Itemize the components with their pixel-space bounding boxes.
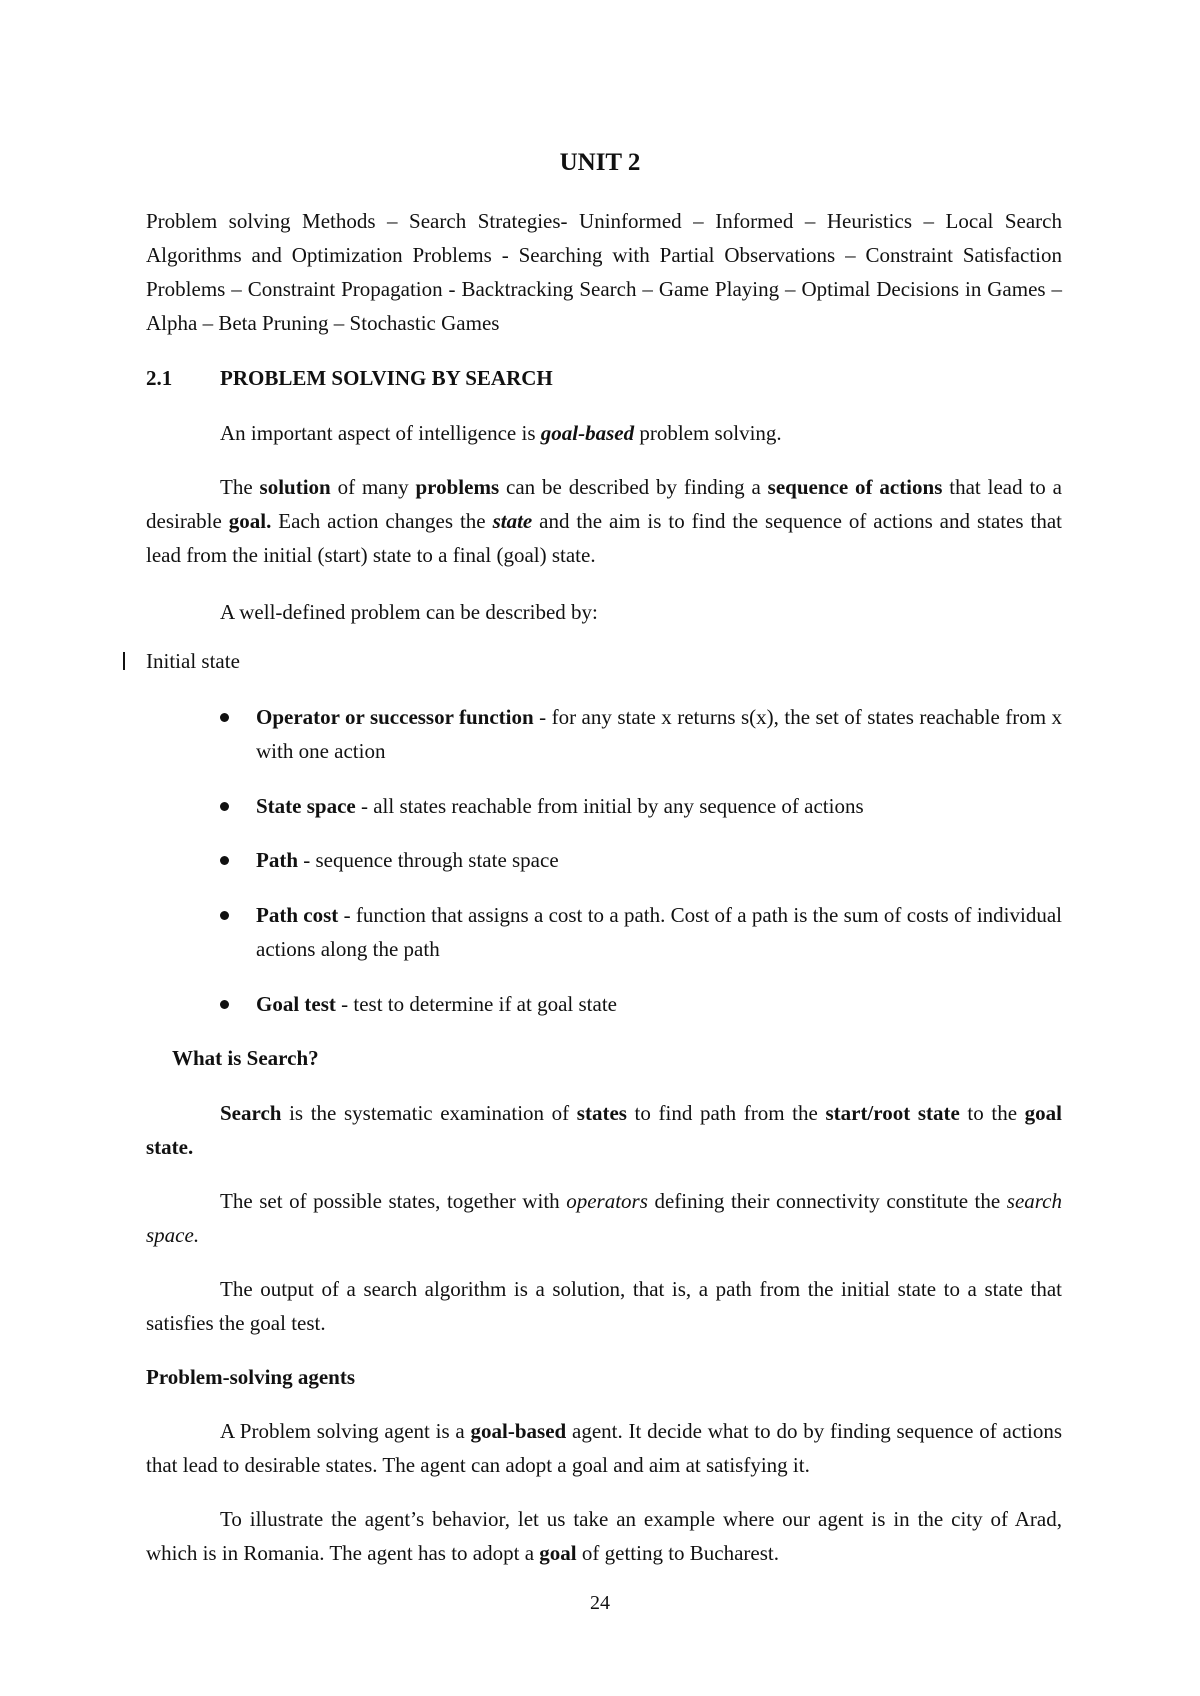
- page-number: 24: [590, 1592, 610, 1614]
- list-item: [220, 700, 1062, 768]
- bullet-desc: - test to determine if at goal state: [335, 992, 617, 1016]
- bullet-icon: [220, 856, 229, 865]
- solution-paragraph: [146, 470, 1062, 572]
- bullet-term: Path: [256, 848, 298, 872]
- text-run: and the aim is to find the sequence of actions and states that lead from the initial (start) state to a final (goal) state.: [146, 509, 1063, 567]
- bullet-desc: - all states reachable from initial by any sequence of actions: [355, 794, 864, 818]
- bold-run: goal: [539, 1541, 577, 1565]
- bold-run: problems: [415, 475, 500, 499]
- output-paragraph: The output of a search algorithm is a solution, that is, a path from the initial state to a state that satisfies the goal test.: [146, 1277, 1062, 1335]
- text-run: A Problem solving agent is a: [220, 1419, 471, 1443]
- topics-paragraph: Problem solving Methods – Search Strategies- Uninformed – Informed – Heuristics – Local Search Algorithms and Optimization Problems - Searching with Partial Observations – Constraint Satisfaction Problems – Constraint Propagation - Backtracking Search – Game Playing – Optimal Decisions in Games – Alpha – Beta Pruning – Stochastic Games: [146, 209, 1062, 335]
- initial-state-line: Initial state: [146, 649, 240, 673]
- search-space-paragraph: [146, 1184, 1062, 1252]
- list-item: [220, 987, 1062, 1021]
- bullet-icon: [220, 1000, 229, 1009]
- illustrate-paragraph: [146, 1502, 1062, 1570]
- agents-heading: Problem-solving agents: [146, 1365, 356, 1389]
- what-is-search-heading: What is Search?: [172, 1046, 319, 1070]
- list-item: [220, 789, 1062, 823]
- text-run: defining their connectivity constitute the: [647, 1189, 1007, 1213]
- text-run: is the systematic examination of: [281, 1101, 577, 1125]
- intro-text: An important aspect of intelligence is: [220, 421, 541, 445]
- bold-run: goal-based: [470, 1419, 567, 1443]
- text-run: Each action changes the: [271, 509, 493, 533]
- bold-run: solution: [259, 475, 331, 499]
- bold-run: goal.: [228, 509, 272, 533]
- section-number: 2.1: [146, 366, 173, 390]
- intro-emphasis: goal-based: [540, 421, 635, 445]
- margin-marker: [123, 652, 125, 670]
- bold-run: Search: [220, 1101, 282, 1125]
- italic-run: search space.: [146, 1189, 1062, 1247]
- text-run: can be described by finding a: [499, 475, 768, 499]
- bullet-desc: - for any state x returns s(x), the set of states reachable from x with one action: [256, 705, 1062, 763]
- agent-paragraph: [146, 1414, 1062, 1482]
- bold-italic-run: state: [492, 509, 533, 533]
- bullet-desc: - function that assigns a cost to a path. Cost of a path is the sum of costs of individual actions along the path: [256, 903, 1062, 961]
- text-run: To illustrate the agent’s behavior, let us take an example where our agent is in the city of Arad, which is in Romania. The agent has to adopt a: [146, 1507, 1062, 1565]
- section-title: PROBLEM SOLVING BY SEARCH: [220, 366, 553, 390]
- text-run: The set of possible states, together with: [220, 1189, 567, 1213]
- text-run: of many: [330, 475, 416, 499]
- italic-run: operators: [566, 1189, 648, 1213]
- well-defined-line: A well-defined problem can be described by:: [220, 600, 598, 624]
- bullet-term: Path cost: [256, 903, 339, 927]
- list-item: [220, 843, 1062, 877]
- intro-text-end: problem solving.: [634, 421, 782, 445]
- text-run: that lead to a desirable: [146, 475, 1062, 533]
- bold-run: start/root state: [825, 1101, 960, 1125]
- unit-title: UNIT 2: [559, 149, 641, 176]
- bullet-icon: [220, 802, 229, 811]
- search-definition-paragraph: [146, 1096, 1062, 1164]
- bold-run: sequence of actions: [767, 475, 943, 499]
- text-run: of getting to Bucharest.: [576, 1541, 779, 1565]
- section-heading: [146, 361, 553, 395]
- text-run: The: [220, 475, 253, 499]
- text-run: agent. It decide what to do by finding sequence of actions that lead to desirable states. The agent can adopt a goal and aim at satisfying it.: [146, 1419, 1062, 1477]
- bullet-icon: [220, 911, 229, 920]
- list-item: [220, 898, 1062, 966]
- bullet-term: Operator or successor function: [256, 705, 534, 729]
- text-run: to the: [959, 1101, 1025, 1125]
- intro-paragraph: [220, 416, 782, 450]
- text-run: to find path from the: [626, 1101, 826, 1125]
- bullet-term: State space: [256, 794, 356, 818]
- bullet-icon: [220, 713, 229, 722]
- bold-run: goal state.: [146, 1101, 1063, 1159]
- bullet-desc: - sequence through state space: [298, 848, 559, 872]
- bullet-term: Goal test: [256, 992, 336, 1016]
- bold-run: states: [576, 1101, 627, 1125]
